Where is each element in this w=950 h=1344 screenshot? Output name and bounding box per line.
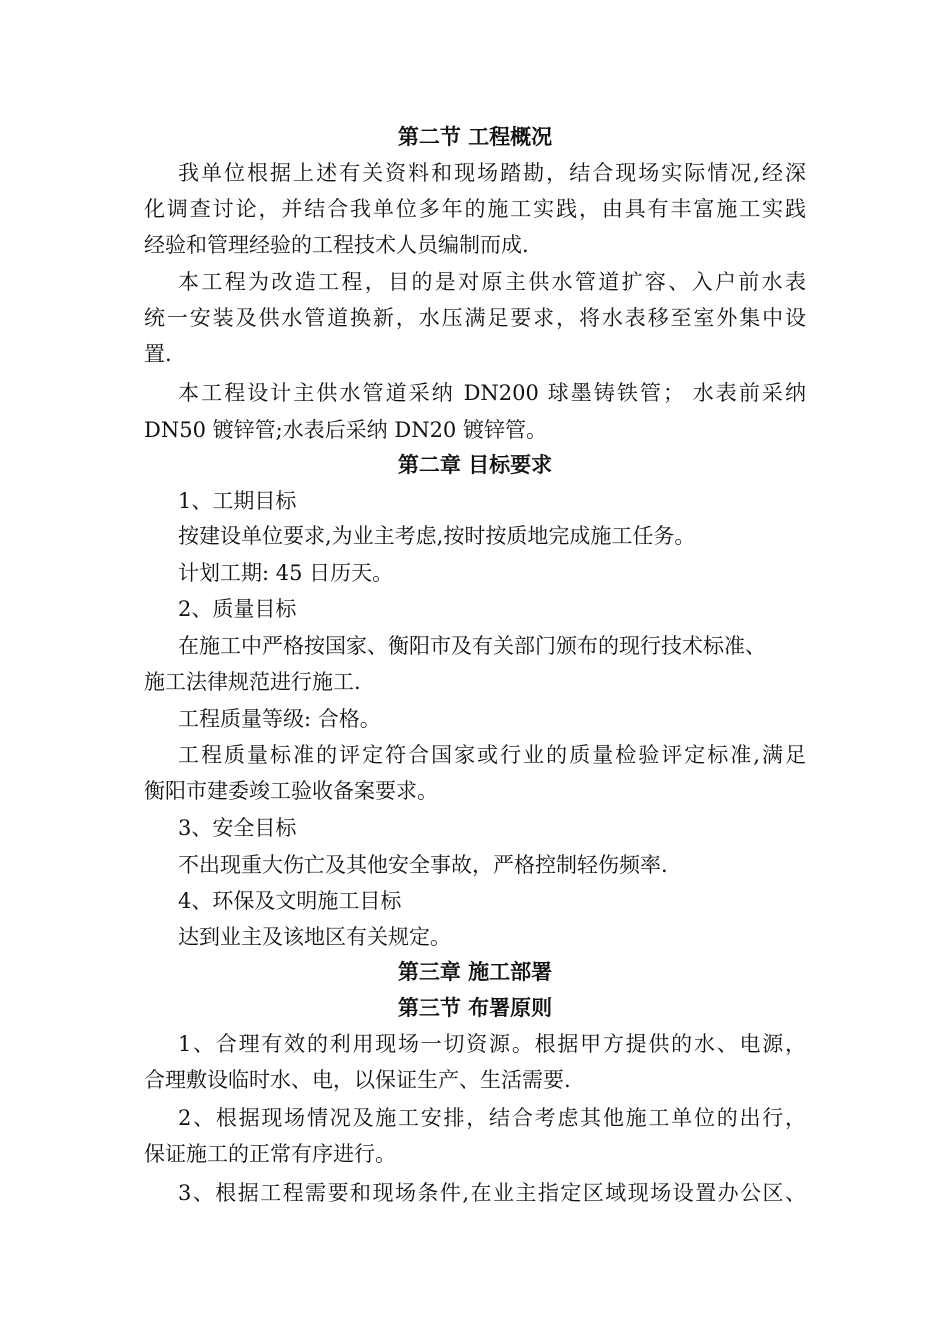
paragraph-line: 按建设单位要求,为业主考虑,按时按质地完成施工任务。 xyxy=(178,524,696,548)
paragraph-line: 化调查讨论，并结合我单位多年的施工实践，由具有丰富施工实践 xyxy=(144,197,806,221)
paragraph-line: 不出现重大伤亡及其他安全事故，严格控制轻伤频率. xyxy=(178,853,668,877)
list-item-heading: 4、环保及文明施工目标 xyxy=(178,889,402,913)
paragraph-line: 置. xyxy=(144,342,172,366)
paragraph-line: 在施工中严格按国家、衡阳市及有关部门颁布的现行技术标准、 xyxy=(178,634,766,658)
list-item-heading: 1、工期目标 xyxy=(178,489,297,513)
paragraph-line: 衡阳市建委竣工验收备案要求。 xyxy=(144,779,438,803)
section-heading-principles: 第三节 布署原则 xyxy=(397,996,553,1020)
list-item-heading: 2、质量目标 xyxy=(178,597,297,621)
paragraph-line: 工程质量标准的评定符合国家或行业的质量检验评定标准,满足 xyxy=(178,743,806,767)
paragraph-line: 经验和管理经验的工程技术人员编制而成. xyxy=(144,233,529,257)
paragraph-line: 本工程为改造工程，目的是对原主供水管道扩容、入户前水表 xyxy=(178,270,806,294)
paragraph-line: 我单位根据上述有关资料和现场踏勘，结合现场实际情况,经深 xyxy=(178,161,806,185)
paragraph-line: DN50 镀锌管;水表后采纳 DN20 镀锌管。 xyxy=(144,418,547,442)
chapter-heading-deployment: 第三章 施工部署 xyxy=(397,960,553,984)
paragraph-line: 计划工期: 45 日历天。 xyxy=(178,561,394,585)
section-heading-overview: 第二节 工程概况 xyxy=(397,125,553,149)
paragraph-line: 1、合理有效的利用现场一切资源。根据甲方提供的水、电源， xyxy=(178,1032,806,1056)
paragraph-line: 2、根据现场情况及施工安排，结合考虑其他施工单位的出行， xyxy=(178,1106,806,1130)
list-item-heading: 3、安全目标 xyxy=(178,816,297,840)
paragraph-line: 达到业主及该地区有关规定。 xyxy=(178,925,451,949)
paragraph-line: 施工法律规范进行施工. xyxy=(144,670,361,694)
paragraph-line: 保证施工的正常有序进行。 xyxy=(144,1142,396,1166)
paragraph-line: 3、根据工程需要和现场条件,在业主指定区域现场设置办公区、 xyxy=(178,1181,806,1205)
paragraph-line: 工程质量等级: 合格。 xyxy=(178,707,381,731)
paragraph-line: 合理敷设临时水、电，以保证生产、生活需要. xyxy=(144,1068,571,1092)
paragraph-line: 统一安装及供水管道换新，水压满足要求，将水表移至室外集中设 xyxy=(144,306,806,330)
chapter-heading-goals: 第二章 目标要求 xyxy=(397,453,553,477)
paragraph-line: 本工程设计主供水管道采纳 DN200 球墨铸铁管； 水表前采纳 xyxy=(178,381,806,405)
